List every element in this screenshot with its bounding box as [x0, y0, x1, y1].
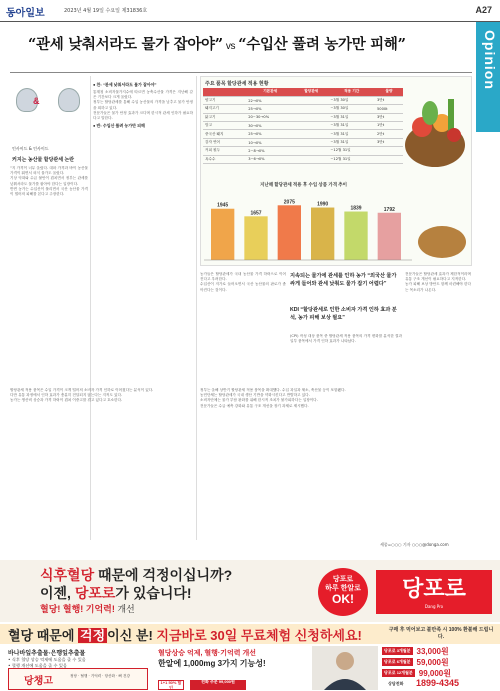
- article-body-lower-left: [10, 388, 193, 540]
- headline-left: “관세 낮춰서라도 물가 잡아야”: [28, 36, 223, 53]
- table-row: [203, 96, 403, 104]
- ad-badge: [318, 568, 368, 616]
- paragraph: 반면 농가는 수입산이 풀리면서 국산 농산물 가격이 떨어져 피해를 본다고 주장한다.: [10, 186, 88, 197]
- price-bar-chart: [202, 190, 470, 266]
- table-cell: [294, 138, 328, 146]
- table-cell: 옥수수: [203, 155, 246, 163]
- table-cell: ~3월 30일: [328, 96, 375, 104]
- table-cell: 2~8→0%: [246, 147, 294, 155]
- table-cell: 5000t: [375, 105, 403, 113]
- list-item: • 식후 혈당 상승 억제에 도움을 줄 수 있음: [8, 657, 86, 662]
- ad-text: 이신: [107, 628, 136, 643]
- table-cell: [294, 105, 328, 113]
- avatar: [58, 88, 80, 112]
- table-cell: 22→0%: [246, 96, 294, 104]
- tariff-table: [203, 88, 403, 164]
- article-subtitle: 커지는 농산물 할당관세 논란: [12, 157, 75, 163]
- brand-subtitle: Dang Pro: [424, 604, 444, 609]
- ad-text: 당포로: [74, 585, 116, 601]
- ad-text: 분!: [135, 628, 153, 643]
- chart-title: 지난해 할당관세 적용 후 수입 상품 가격 추이: [260, 182, 347, 187]
- bar-value-label: 1839: [350, 205, 362, 212]
- table-cell: 25→0%: [246, 105, 294, 113]
- refund-notice: 구매 후 먹어보고 불만족 시 100% 환불해 드립니다.: [388, 627, 494, 640]
- article-body-col2: [93, 80, 193, 380]
- chart-bar: [211, 209, 234, 260]
- price-tag: 당포로 3개월분: [384, 648, 411, 653]
- pull-quote-kdi: KDI “할당관세로 인한 소비자 가격 인하 효과 분석, 농가 피해 보상 필요”: [290, 307, 397, 321]
- price-value: 99,000원: [418, 668, 451, 678]
- table-cell: 30→0%: [246, 122, 294, 130]
- article-body-lower-right: [200, 388, 470, 540]
- price-row[interactable]: [382, 657, 496, 667]
- ad-headline-3: [40, 602, 135, 615]
- price-row[interactable]: [382, 646, 496, 656]
- ingredient-title: 바나바잎추출물·은행잎추출물: [8, 651, 86, 657]
- table-row: [203, 122, 403, 130]
- ad-claim: 한알에 1,000mg 3가지 기능성!: [158, 659, 266, 668]
- table-cell: 3~6→0%: [246, 155, 294, 163]
- badge-text: 당포로: [332, 576, 354, 583]
- newspaper-logo[interactable]: 동아일보: [6, 8, 45, 19]
- table-header: 적용 기간: [328, 88, 375, 96]
- price-tag: 당포로 12개월분: [384, 670, 413, 675]
- table-cell: 닭고기: [203, 113, 246, 121]
- phone-number[interactable]: 1899-4345: [416, 678, 460, 688]
- page-number: A27: [475, 5, 492, 15]
- paragraph: 정부는 올해 상반기 할당관세 적용 품목을 확대했다. 수입 과일과 채소, 축산물 등이 포함됐다.: [200, 388, 346, 392]
- table-header: [203, 88, 246, 96]
- table-cell: 20~30→0%: [246, 113, 294, 121]
- ad-text: 가 있습니다!: [115, 585, 192, 601]
- ad-claim: 혈당상승 억제, 혈행·기억력 개선: [158, 650, 257, 657]
- spokesperson-photo: [312, 646, 378, 690]
- price-row[interactable]: [382, 668, 496, 678]
- paragraph: 소비자단체는 물가 부담 완화를 위해 한시적 조치가 불가피하다는 입장이다.: [200, 398, 318, 403]
- chart-bar: [278, 205, 301, 260]
- badge-ok: OK!: [332, 592, 354, 606]
- table-cell: 3만t: [375, 138, 403, 146]
- paragraph: 정부는 할당관세를 통해 수입 농산물의 가격을 낮추고 물가 안정을 꾀하고 있다.: [93, 100, 193, 110]
- headline-right: “수입산 풀려 농가만 피해”: [238, 36, 406, 53]
- article-body-col3a: [200, 272, 286, 382]
- article-body-col3c: [405, 272, 471, 382]
- basket-illustration: [418, 226, 466, 258]
- chart-bar: [244, 216, 267, 260]
- paragraph: “지 가격이 너무 올랐다. 대파 가격과 바이 농산물 가격이 뛰면서 외식 물가도 올랐다.: [10, 166, 88, 176]
- headline: [28, 33, 473, 54]
- paragraph: 할당관세 적용 품목은 수입 가격이 크게 떨어져 소비자 가격 인하로 이어졌다는 분석이 있다.: [10, 388, 154, 392]
- dateline: 2023년 4월 19일 수요일 제31836호: [64, 8, 148, 14]
- promo-box: 1+1 50% 할인: [158, 680, 184, 690]
- table-header-row: [203, 88, 403, 96]
- phone-label: 상담전화: [388, 681, 404, 686]
- table-cell: 25→0%: [246, 130, 294, 138]
- product-name: 당챙고: [24, 676, 53, 687]
- table-cell: ~3월 30일: [328, 105, 375, 113]
- ad-text: 지금바로 30일 무료체험 신청하세요!: [152, 628, 362, 643]
- paragraph: 전문가들은 물가 안정 효과가 크다며 한시적 관세 인하가 필요하다고 말한다.: [93, 110, 193, 121]
- ad-text: 식후혈당: [40, 567, 95, 583]
- table-cell: ~3월 31일: [328, 113, 375, 121]
- ad-headline-2: [40, 583, 192, 603]
- bar-value-label: 1792: [383, 206, 395, 213]
- table-cell: 3만t: [375, 113, 403, 121]
- table-header: 기본관세: [246, 88, 294, 96]
- table-cell: 10→0%: [246, 138, 294, 146]
- table-cell: 돼지고기: [203, 105, 246, 113]
- table-cell: ~3월 31일: [328, 122, 375, 130]
- price-value: 59,000원: [416, 657, 449, 667]
- table-row: [203, 155, 403, 163]
- vegetables-illustration: [402, 85, 468, 175]
- divider: [10, 72, 472, 73]
- table-cell: 2만t: [375, 130, 403, 138]
- product-subtitle: 정당 · 혈행 · 기억력 · 항산화 · 뼈 건강: [70, 674, 130, 678]
- ad-text: 때문에 걱정이십니까?: [94, 567, 233, 583]
- headline-vs: vs: [225, 41, 236, 52]
- table-cell: 커피 원두: [203, 147, 246, 155]
- table-row: [203, 105, 403, 113]
- table-cell: [294, 122, 328, 130]
- table-cell: 양고기: [203, 96, 246, 104]
- profile-photos: [12, 82, 86, 142]
- price-tag: 당포로 6개월분: [384, 659, 411, 664]
- paragraph: 농민단체는 할당관세가 국내 생산 기반을 약화시킨다고 반발하고 있다.: [200, 393, 310, 398]
- column-divider: [196, 76, 197, 540]
- ad-text: 걱정: [80, 628, 106, 643]
- paragraph: 농가 피해 보상 방안도 함께 마련해야 한다는 목소리가 나온다.: [405, 282, 471, 292]
- bar-value-label: 1657: [250, 210, 262, 217]
- table-row: [203, 113, 403, 121]
- list-item: • 혈행 개선에 도움을 줄 수 있음: [8, 663, 67, 668]
- infographic-title: 주요 품목 할당관세 적용 현황: [205, 81, 269, 87]
- table-header: 물량: [375, 88, 403, 96]
- paragraph: 농가들은 할당관세가 국내 농산물 가격 하락으로 이어진다고 우려한다.: [200, 272, 286, 282]
- table-row: [203, 130, 403, 138]
- table-row: [203, 138, 403, 146]
- price-list: [382, 646, 496, 679]
- table-cell: 중국산 돼지: [203, 130, 246, 138]
- chart-bar: [378, 213, 401, 260]
- article-body-col3b: [290, 334, 402, 384]
- table-cell: ~3월 31일: [328, 130, 375, 138]
- table-row: [203, 147, 403, 155]
- phone-order-box[interactable]: 전화 주문 99,000원: [190, 680, 246, 690]
- table-cell: [375, 147, 403, 155]
- section-label: Opinion: [482, 30, 498, 90]
- table-cell: ~3월 31일: [328, 138, 375, 146]
- article-body-col1: [10, 166, 88, 381]
- brand-name: 당포로: [402, 577, 466, 602]
- table-cell: [294, 113, 328, 121]
- profile-names: 인사이드 & 인사이드: [12, 146, 49, 151]
- pull-quote: 지속되는 물가에 관세를 인하 농가 “외국산 물가 싸게 들어와 관세 낮춰도 물가 잡기 어렵다”: [290, 273, 397, 287]
- section-heading: ● 찬: “관세 낮춰서라도 물가 잡아야”: [93, 82, 157, 87]
- ad-text: 때문에: [33, 628, 79, 643]
- table-cell: [294, 155, 328, 163]
- table-cell: [294, 147, 328, 155]
- table-cell: [294, 130, 328, 138]
- byline: 세종=○○○ 기자 ○○○@donga.com: [380, 542, 449, 547]
- bar-value-label: 1990: [317, 201, 329, 208]
- table-header: 할당관세: [294, 88, 328, 96]
- table-cell: 3만t: [375, 96, 403, 104]
- table-cell: ~12월 31일: [328, 155, 375, 163]
- chart-bar: [311, 208, 334, 260]
- badge-text: 하루 한알로: [325, 585, 361, 592]
- bar-value-label: 2075: [283, 199, 295, 206]
- table-cell: 망고: [203, 122, 246, 130]
- chart-bar: [344, 212, 367, 260]
- paragraph: 전문가들은 수급 예측 강화와 유통 구조 개선을 장기 과제로 제시했다.: [200, 403, 309, 408]
- ad-text: 혈당: [8, 628, 34, 643]
- ad-text: 이젠,: [40, 585, 75, 601]
- ad-text: 개선: [114, 604, 135, 614]
- paragraph: 전문가들은 할당관세 효과가 제한적이라며 유통 구조 개선이 필요하다고 지적한다.: [405, 272, 471, 282]
- ad-headline-1: [40, 565, 232, 585]
- paragraph: 기상 악화와 수급 불안이 겹치면서 정부는 관세를 낮춰서라도 물가를 잡아야 한다는 입장이다.: [10, 176, 88, 186]
- ampersand-mark: &: [33, 96, 40, 106]
- table-cell: 1만t: [375, 122, 403, 130]
- table-cell: ~12월 31일: [328, 147, 375, 155]
- section-heading: ● 반: 수입산 풀려 농가만 피해: [93, 123, 145, 129]
- paragraph: (CPI) 작성 대상 품목 중 할당관세 적용 품목의 가격 변화를 분석한 결과 일부 품목에서 가격 인하 효과가 나타났다.: [290, 334, 402, 344]
- bar-value-label: 1945: [217, 202, 229, 209]
- ad-band-headline: [8, 625, 362, 644]
- paragraph: 통계청 소비자물가지수에 따르면 농축수산물 가격은 지난해 같은 기간보다 크게 올랐다.: [93, 90, 193, 100]
- table-cell: 감자 연어: [203, 138, 246, 146]
- table-cell: [375, 155, 403, 163]
- paragraph: 다만 유통 과정에서 인하 효과가 충분히 전달되지 않는다는 지적도 있다.: [10, 393, 123, 398]
- table-cell: [294, 96, 328, 104]
- ad-text: 혈당! 혈행! 기억력!: [40, 604, 115, 614]
- price-value: 33,000원: [416, 646, 449, 656]
- paragraph: 농가는 생산비 상승과 가격 하락이 겹쳐 이중고를 겪고 있다고 호소한다.: [10, 398, 123, 403]
- paragraph: 수입산이 저가로 들어오면서 국산 농산물의 판로가 좁아진다는 것이다.: [200, 282, 286, 292]
